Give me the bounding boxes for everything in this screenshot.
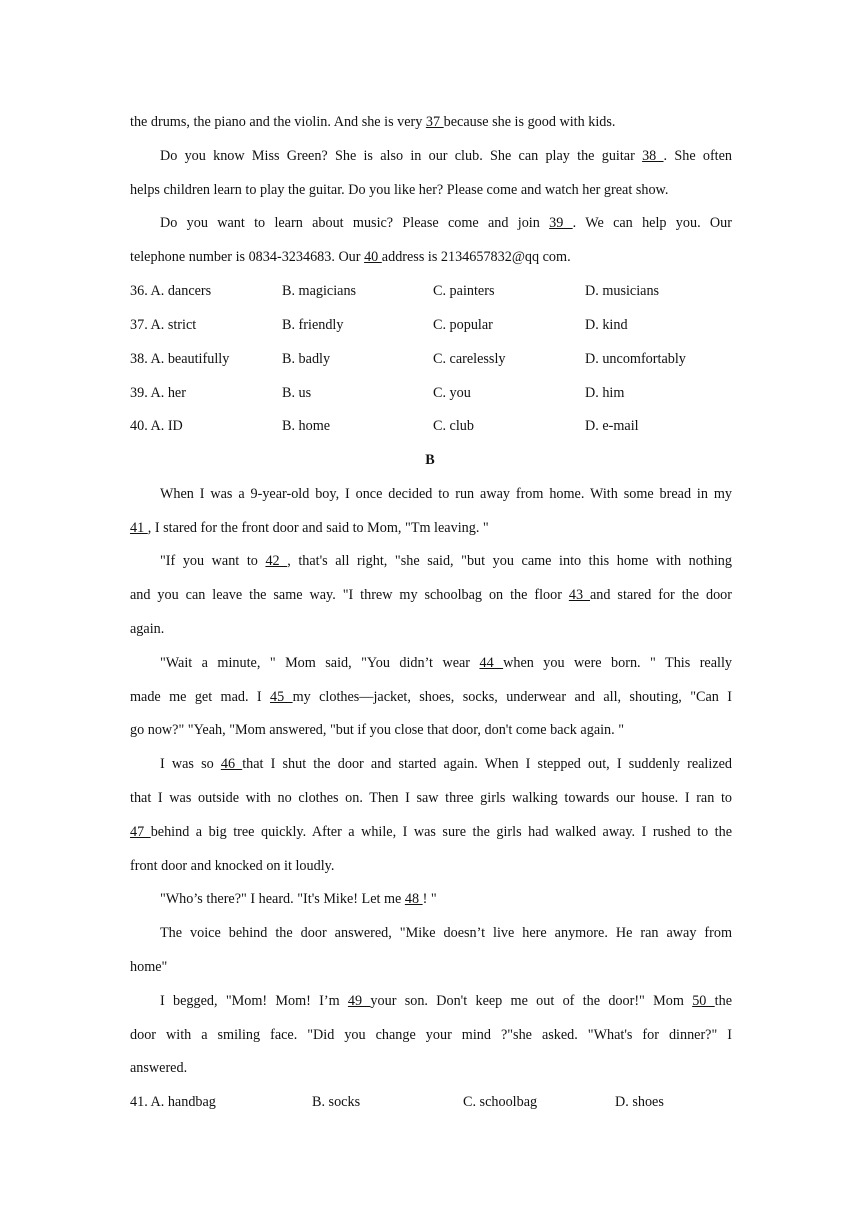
option: B. us [282, 385, 312, 401]
text-line: the drums, the piano and the violin. And she is very 37 because she is good with kids. [130, 114, 616, 130]
blank-38: 38 [642, 148, 664, 164]
option: C. painters [433, 283, 495, 299]
text-line: front door and knocked on it loudly. [130, 858, 335, 874]
option: C. popular [433, 317, 493, 333]
text-line: I begged, "Mom! Mom! I’m 49 your son. Don't keep me out of the door!" Mom 50 the [160, 993, 733, 1009]
option: B. home [282, 418, 331, 434]
text-line: and you can leave the same way. "I threw my schoolbag on the floor 43 and stared for the door [130, 587, 733, 603]
text-line: Do you want to learn about music? Please come and join 39 . We can help you. Our [160, 215, 732, 231]
text-line: helps children learn to play the guitar. Do you like her? Please come and watch her great show. [130, 182, 669, 198]
option: D. musicians [585, 283, 660, 299]
blank-50: 50 [692, 993, 715, 1009]
option: B. magicians [282, 283, 357, 299]
option: D. uncomfortably [585, 351, 686, 367]
text-line: that I was outside with no clothes on. Then I saw three girls walking towards our house. I ran to [130, 790, 732, 806]
text-line: "Wait a minute, " Mom said, "You didn’t wear 44 when you were born. " This really [160, 655, 732, 671]
text-line: made me get mad. I 45 my clothes—jacket, shoes, socks, underwear and all, shouting, "Can I [130, 689, 732, 705]
section-heading: B [425, 452, 435, 468]
blank-44: 44 [479, 655, 504, 671]
option: 36. A. dancers [130, 283, 212, 299]
text-line: When I was a 9-year-old boy, I once decided to run away from home. With some bread in my [160, 486, 732, 502]
option: B. badly [282, 351, 331, 367]
blank-45: 45 [270, 689, 293, 705]
blank-46: 46 [220, 756, 243, 772]
text-line: telephone number is 0834-3234683. Our 40 address is 2134657832@qq com. [130, 249, 571, 265]
option: C. schoolbag [463, 1094, 538, 1110]
option: D. kind [585, 317, 628, 333]
blank-39: 39 [549, 215, 573, 231]
option: B. socks [312, 1094, 361, 1110]
blank-47: 47 [130, 824, 151, 840]
text-line: again. [130, 621, 165, 637]
text-line: "Who’s there?" I heard. "It's Mike! Let me 48 ! " [160, 891, 437, 907]
blank-43: 43 [568, 587, 590, 603]
text-line: The voice behind the door answered, "Mike doesn’t live here anymore. He ran away from [160, 925, 732, 941]
text-line: 47 behind a big tree quickly. After a while, I was sure the girls had walked away. I rushed to the [130, 824, 733, 840]
option: B. friendly [282, 317, 344, 333]
blank-42: 42 [265, 553, 288, 569]
option: D. shoes [615, 1094, 664, 1110]
text-line: I was so 46 that I shut the door and started again. When I stepped out, I suddenly realized [160, 756, 733, 772]
option: 39. A. her [130, 385, 186, 401]
option: 41. A. handbag [130, 1094, 216, 1110]
text-line: 41 , I stared for the front door and said to Mom, "Tm leaving. " [130, 520, 489, 536]
text-line: Do you know Miss Green? She is also in our club. She can play the guitar 38 . She often [160, 148, 733, 164]
blank-48: 48 [404, 891, 423, 907]
blank-41: 41 [130, 520, 148, 536]
text-line: "If you want to 42 , that's all right, "she said, "but you came into this home with nothing [160, 553, 732, 569]
option: D. him [585, 385, 625, 401]
option: C. carelessly [433, 351, 506, 367]
blank-40: 40 [364, 249, 382, 265]
option: C. club [433, 418, 474, 434]
option: 37. A. strict [130, 317, 197, 333]
text-line: go now?" "Yeah, "Mom answered, "but if you close that door, don't come back again. " [130, 722, 625, 738]
option: D. e-mail [585, 418, 639, 434]
blank-49: 49 [347, 993, 371, 1009]
option: C. you [433, 385, 471, 401]
blank-37: 37 [425, 114, 444, 130]
text-line: home" [130, 959, 168, 975]
text-line: answered. [130, 1060, 188, 1076]
option: 40. A. ID [130, 418, 183, 434]
text-line: door with a smiling face. "Did you change your mind ?"she asked. "What's for dinner?" I [130, 1027, 732, 1043]
option: 38. A. beautifully [130, 351, 230, 367]
